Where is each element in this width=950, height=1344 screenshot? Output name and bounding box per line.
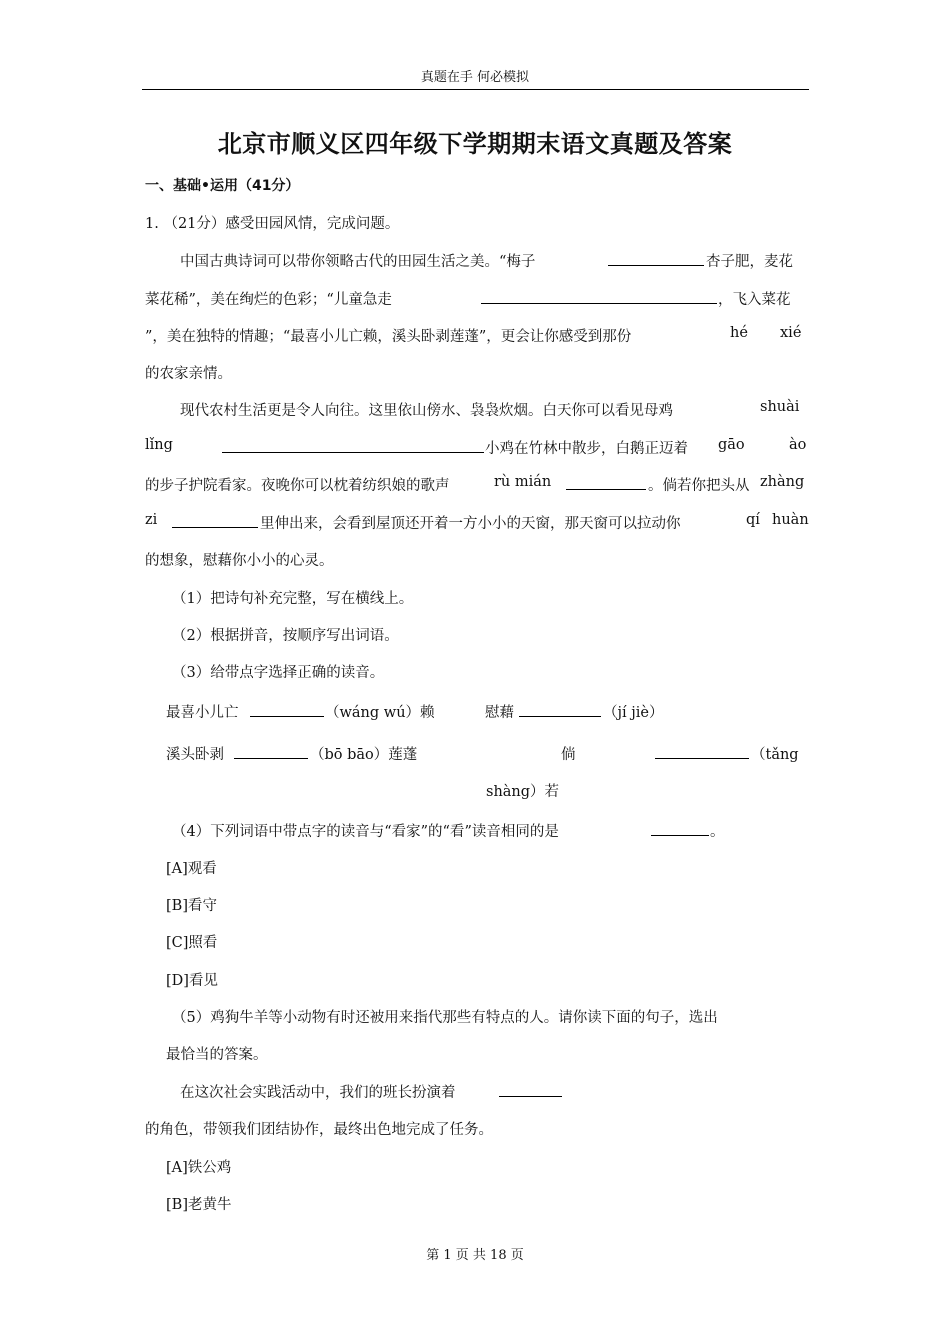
sub3-item-b-text: 慰藉 (485, 705, 514, 721)
p1-blank-1[interactable] (608, 251, 704, 266)
p1-line2-end: ，飞入菜花 (718, 292, 791, 308)
pinyin-ling: lǐng (145, 437, 173, 453)
page-footer: 第 1 页 共 18 页 (426, 1248, 524, 1263)
sub3-item-c-options: （bō bāo）莲蓬 (310, 747, 418, 763)
pinyin-ao: ào (789, 437, 807, 453)
p2-line1-text: 现代农村生活更是令人向往。这里依山傍水、袅袅炊烟。白天你可以看见母鸡 (180, 403, 673, 419)
pinyin-shuai: shuài (760, 399, 800, 415)
subquestion-4: （4）下列词语中带点字的读音与“看家”的“看”读音相同的是 (172, 824, 559, 840)
sub4-option-d[interactable]: [D]看见 (166, 973, 218, 989)
p2-line2-text: 小鸡在竹林中散步，白鹅正迈着 (485, 441, 688, 457)
p2-blank-2[interactable] (566, 475, 646, 490)
p1-line1-end: 杏子肥，麦花 (706, 254, 793, 270)
pinyin-zi: zi (145, 512, 158, 528)
sub4-option-c[interactable]: [C]照看 (166, 935, 218, 951)
sub3-item-a-options: （wáng wú）赖 (325, 705, 435, 721)
header-rule (142, 89, 809, 90)
sub5-blank[interactable] (499, 1082, 562, 1097)
sub5-option-a[interactable]: [A]铁公鸡 (166, 1160, 232, 1176)
subquestion-5-line2: 最恰当的答案。 (166, 1047, 268, 1063)
p2-line3-end: 。倘若你把头从 (648, 478, 750, 494)
pinyin-he: hé (730, 325, 748, 341)
page-header: 真题在手 何必模拟 (420, 70, 530, 85)
section-heading: 一、基础•运用（41分） (145, 178, 300, 194)
sub3-item-d-text: 倘 (561, 747, 576, 763)
sub3-item-c-text: 溪头卧剥 (166, 747, 224, 763)
p1-blank-2[interactable] (481, 289, 717, 304)
sub3-item-a-text: 最喜小儿亡 (166, 705, 239, 721)
sub4-end: 。 (710, 824, 725, 840)
p2-blank-1[interactable] (222, 438, 484, 453)
pinyin-xie: xié (780, 325, 802, 341)
subquestion-5-line1: （5）鸡狗牛羊等小动物有时还被用来指代那些有特点的人。请你读下面的句子，选出 (172, 1010, 718, 1026)
pinyin-gao: gāo (718, 437, 745, 453)
sub4-option-b[interactable]: [B]看守 (166, 898, 217, 914)
p1-line2-text: 菜花稀”，美在绚烂的色彩；“儿童急走 (145, 292, 392, 308)
pinyin-huan: huàn (772, 512, 809, 528)
p1-line4-text: 的农家亲情。 (145, 366, 232, 382)
sub5-option-b[interactable]: [B]老黄牛 (166, 1197, 232, 1213)
p1-line1-text: 中国古典诗词可以带你领略古代的田园生活之美。“梅子 (180, 254, 536, 270)
p2-blank-3[interactable] (172, 513, 258, 528)
sub3-item-b-options: （jí jiè） (603, 705, 664, 721)
sub5-sentence-line1: 在这次社会实践活动中，我们的班长扮演着 (180, 1085, 456, 1101)
p2-line5-text: 的想象，慰藉你小小的心灵。 (145, 553, 334, 569)
sub4-option-a[interactable]: [A]观看 (166, 861, 217, 877)
subquestion-3: （3）给带点字选择正确的读音。 (172, 665, 385, 681)
document-title: 北京市顺义区四年级下学期期末语文真题及答案 (217, 130, 733, 158)
p1-line3-text: ”，美在独特的情趣；“最喜小儿亡赖，溪头卧剥莲蓬”，更会让你感受到那份 (145, 329, 632, 345)
sub3-blank-a[interactable] (250, 702, 324, 717)
p2-line4-text: 里伸出来，会看到屋顶还开着一方小小的天窗，那天窗可以拉动你 (260, 516, 681, 532)
sub3-blank-d[interactable] (655, 744, 749, 759)
subquestion-2: （2）根据拼音，按顺序写出词语。 (172, 628, 399, 644)
subquestion-1: （1）把诗句补充完整，写在横线上。 (172, 591, 414, 607)
sub3-blank-b[interactable] (519, 702, 601, 717)
sub3-item-d-options-start: （tǎng (751, 747, 799, 763)
pinyin-qi: qí (746, 512, 760, 528)
pinyin-rumian: rù mián (494, 474, 552, 490)
sub3-item-d-options-end: shàng）若 (486, 784, 560, 800)
sub5-sentence-line2: 的角色，带领我们团结协作，最终出色地完成了任务。 (145, 1122, 493, 1138)
pinyin-zhang: zhàng (760, 474, 805, 490)
sub3-blank-c[interactable] (234, 744, 308, 759)
question-intro: 1. （21分）感受田园风情，完成问题。 (145, 216, 400, 232)
sub4-blank[interactable] (651, 821, 709, 836)
p2-line3-text: 的步子护院看家。夜晚你可以枕着纺织娘的歌声 (145, 478, 450, 494)
